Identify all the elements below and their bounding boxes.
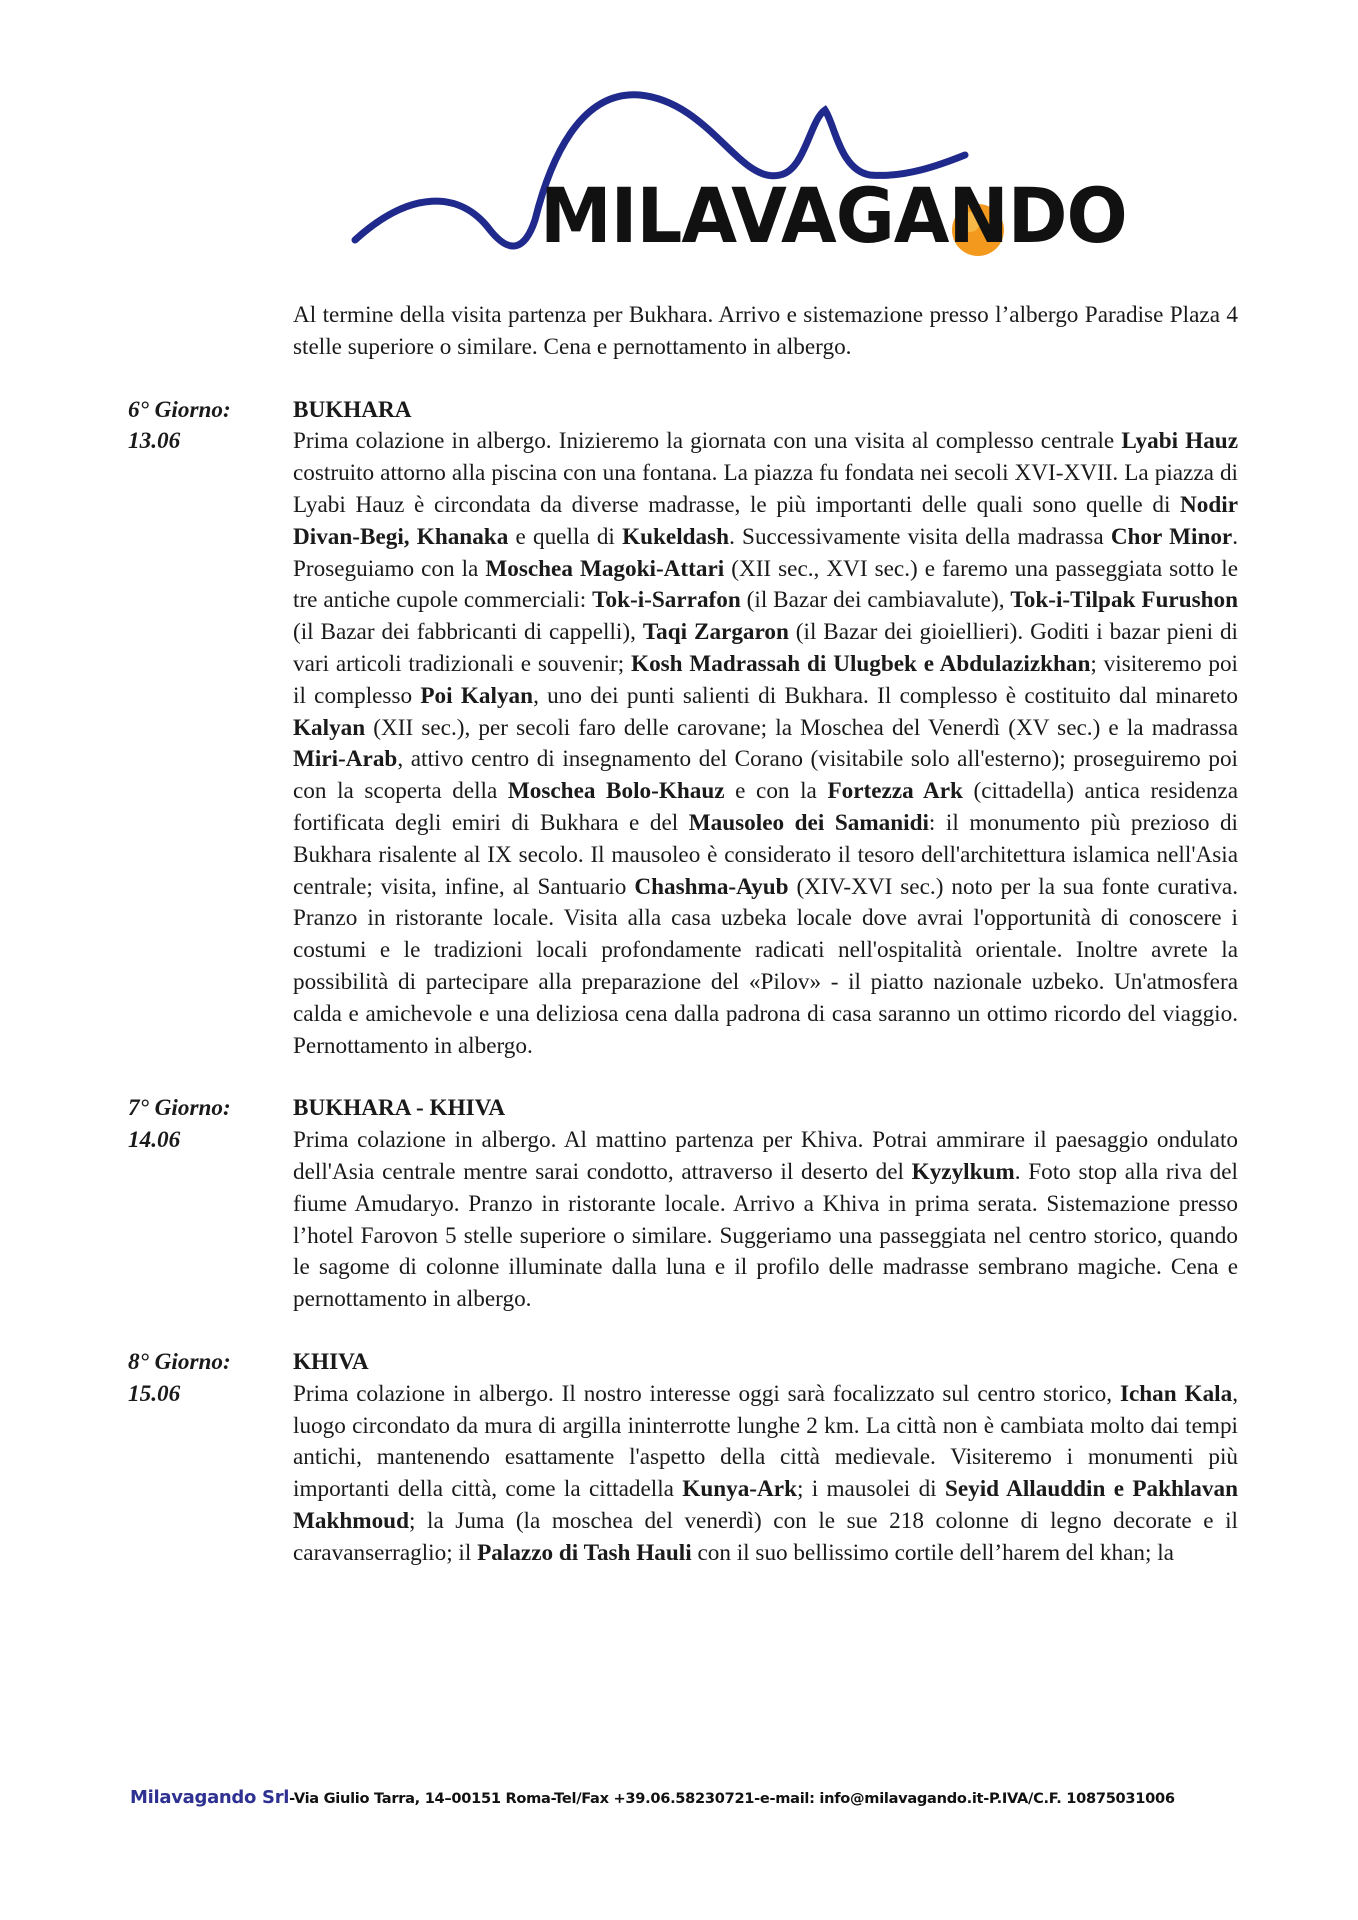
place-name: Chor Minor — [1110, 523, 1233, 550]
intro-paragraph: Al termine della visita partenza per Bukhara. Arrivo e sistemazione presso l’albergo Paradise Plaza 4 stelle superiore o similare. Cena e pernottamento in albergo. — [293, 302, 1238, 360]
day-8 — [128, 1347, 1238, 1570]
text-run: Prima colazione in albergo. Al mattino partenza per Khiva. Potrai ammirare il paesaggio ondulato dell'Asia centrale mentre sarai condotto, attraverso il deserto del — [293, 1127, 1238, 1185]
text-run: e con la — [724, 778, 828, 805]
text-run: , attivo centro di insegnamento del Corano (visitabile solo all'esterno); proseguiremo poi con la scoperta della — [293, 746, 1238, 805]
place-name: Kukeldash — [622, 523, 730, 550]
text-run: (cittadella) antica residenza fortificata degli emiri di Bukhara e del — [293, 778, 1238, 836]
text-run: , luogo circondato da mura di argilla ininterrotte lunghe 2 km. La città non è cambiata molto dai tempi antichi, mantenendo esattamente l'aspetto della città medievale. Visiteremo i monumenti più importanti della città, come la cittadella — [293, 1380, 1238, 1503]
text-run: con il suo bellissimo cortile dell’harem del khan; la — [691, 1539, 1174, 1566]
place-name: Kosh Madrassah di Ulugbek e Abdulazizkhan — [631, 650, 1091, 677]
place-name: Seyid Allauddin e Pakhlavan Makhmoud — [293, 1476, 1238, 1534]
day-7 — [128, 1093, 1238, 1316]
footer-contact-details: -Via Giulio Tarra, 14–00151 Roma-Tel/Fax +39.06.58230721-e-mail: info@milavagando.it-P.IVA/C.F. 10875031006 — [289, 1790, 1175, 1807]
place-name: Taqi Zargaron — [642, 619, 789, 646]
place-name: Moschea Magoki-Attari — [485, 555, 725, 582]
day-title: KHIVA — [293, 1348, 369, 1375]
text-run: (il Bazar dei cambiavalute), — [740, 587, 1011, 614]
text-run: . Foto stop alla riva del fiume Amudaryo. Pranzo in ristorante locale. Arrivo a Khiva in prima serata. Sistemazione presso l’hotel Farovon 5 stelle superiore o similare. Suggeriamo una passeggiata nel centro storico, quando le sagome di colonne illuminate dalla luna e il profilo delle madrasse sembrano magiche. Cena e pernottamento in albergo. — [293, 1158, 1238, 1313]
day-number: 8° Giorno: — [128, 1348, 231, 1375]
place-name: Moschea Bolo-Khauz — [507, 778, 725, 805]
text-run: Prima colazione in albergo. Inizieremo la giornata con una visita al complesso centrale — [293, 428, 1122, 455]
day-number: 7° Giorno: — [128, 1095, 231, 1122]
day-title: BUKHARA - KHIVA — [293, 1095, 506, 1122]
text-run: ; visiteremo poi il complesso — [293, 650, 1238, 709]
place-name: Chashma-Ayub — [634, 873, 789, 900]
text-run: . Proseguiamo con la — [293, 523, 1239, 582]
place-name: Kyzylkum — [911, 1158, 1015, 1185]
text-run: (il Bazar dei fabbricanti di cappelli), — [293, 619, 643, 646]
place-name: Poi Kalyan — [420, 682, 534, 709]
place-name: Kalyan — [293, 714, 366, 741]
text-run: e quella di — [508, 523, 623, 550]
footer-brand: Milavagando Srl — [130, 1787, 290, 1808]
company-logo — [350, 80, 1127, 290]
day-date: 14.06 — [128, 1127, 181, 1154]
day-date: 13.06 — [128, 428, 181, 455]
text-run: (XII sec.), per secoli faro delle carovane; la Moschea del Venerdì (XV sec.) e la madrassa — [365, 714, 1238, 741]
text-run: Prima colazione in albergo. Il nostro interesse oggi sarà focalizzato sul centro storico, — [293, 1380, 1120, 1407]
text-run: ; i mausolei di — [796, 1476, 945, 1503]
place-name: Fortezza Ark — [827, 778, 963, 805]
place-name: Palazzo di Tash Hauli — [477, 1539, 692, 1566]
text-run: , uno dei punti salienti di Bukhara. Il complesso è costituito dal minareto — [533, 682, 1239, 709]
day-label — [128, 1347, 293, 1570]
day-description — [293, 1379, 1238, 1570]
day-label — [128, 395, 293, 1063]
text-run: . Successivamente visita della madrassa — [729, 523, 1111, 550]
day-date: 15.06 — [128, 1380, 181, 1407]
day-label — [128, 1093, 293, 1316]
text-run: : il monumento più prezioso di Bukhara risalente al IX secolo. Il mausoleo è considerato il tesoro dell'architettura islamica nell'Asia centrale; visita, infine, al Santuario — [293, 809, 1238, 900]
text-run: (XII sec., XVI sec.) e faremo una passeggiata sotto le tre antiche cupole commerciali: — [293, 555, 1238, 614]
day-description — [293, 1125, 1238, 1316]
place-name: Tok-i-Tilpak Furushon — [1010, 587, 1238, 614]
day-6 — [128, 395, 1238, 1063]
place-name: Ichan Kala — [1119, 1380, 1233, 1407]
place-name: Mausoleo dei Samanidi — [688, 809, 929, 836]
place-name: Kunya-Ark — [682, 1476, 797, 1503]
place-name: Nodir Divan-Begi, Khanaka — [293, 491, 1238, 550]
place-name: Tok-i-Sarrafon — [592, 587, 741, 614]
page-footer — [130, 1787, 1240, 1808]
itinerary-content — [128, 300, 1238, 1569]
text-run: (XIV-XVI sec.) noto per la sua fonte curativa. Pranzo in ristorante locale. Visita alla casa uzbeka locale dove avrai l'opportunità di conoscere i costumi e le tradizioni locali profondamente radicati nell'ospitalità orientale. Inoltre avrete la possibilità di partecipare alla preparazione del «Pilov» - il piatto nazionale uzbeko. Un'atmosfera calda e amichevole e una deliziosa cena dalla padrona di casa saranno un ottimo ricordo del viaggio. Pernottamento in albergo. — [293, 873, 1239, 1059]
text-run: ; la Juma (la moschea del venerdì) con le sue 218 colonne di legno decorate e il caravanserraglio; il — [293, 1507, 1238, 1566]
day-title: BUKHARA — [293, 396, 412, 423]
day-description — [293, 426, 1238, 1062]
logo-wordmark: MILAVAGANDO — [540, 171, 1127, 261]
place-name: Miri-Arab — [293, 746, 398, 773]
text-run: costruito attorno alla piscina con una fontana. La piazza fu fondata nei secoli XVI-XVII. La piazza di Lyabi Hauz è circondata da diverse madrasse, le più importanti delle quali sono quelle di — [293, 460, 1238, 518]
place-name: Lyabi Hauz — [1121, 428, 1238, 455]
day-number: 6° Giorno: — [128, 396, 231, 423]
text-run: (il Bazar dei gioiellieri). Goditi i bazar pieni di vari articoli tradizionali e souvenir; — [293, 619, 1238, 677]
